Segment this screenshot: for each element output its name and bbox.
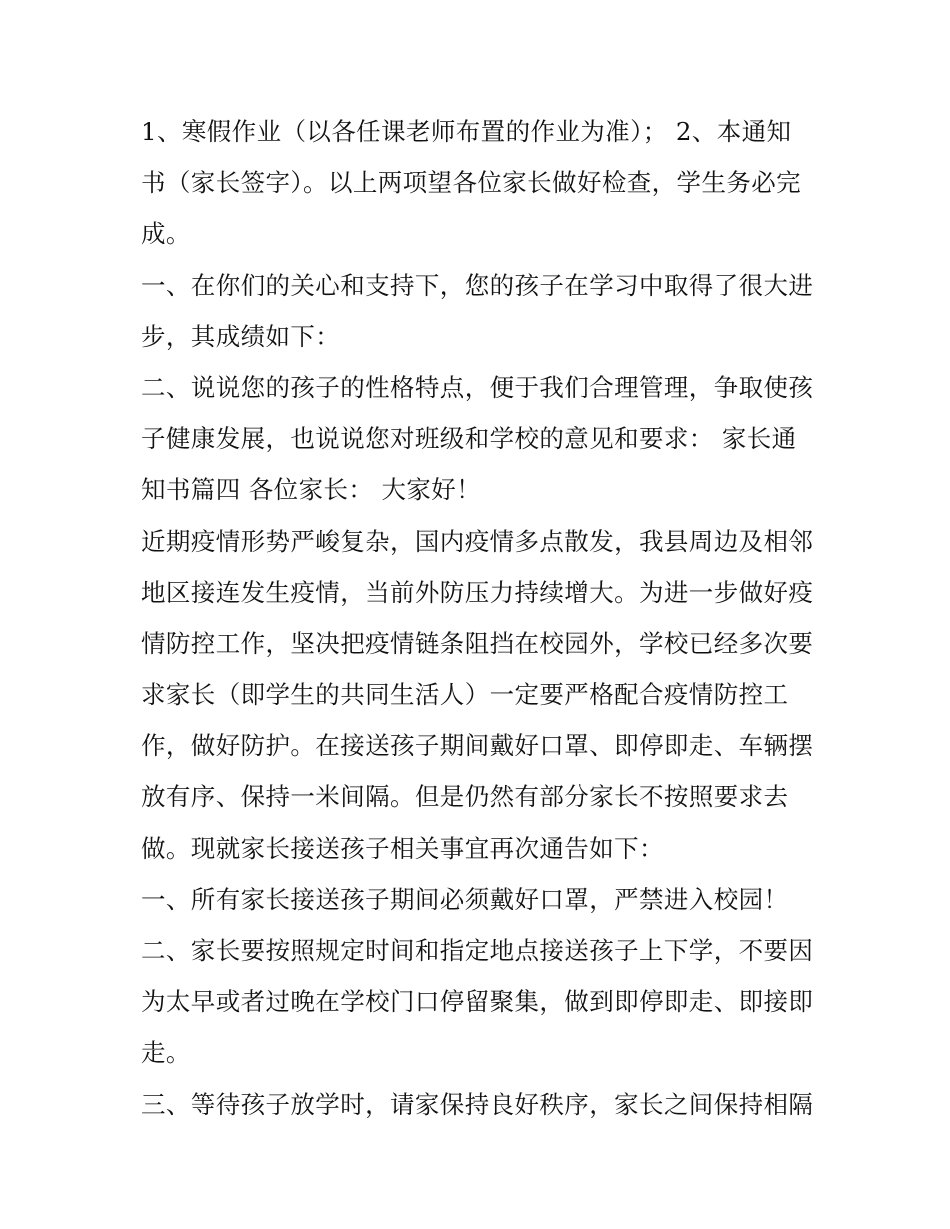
text-line: 一、所有家长接送孩子期间必须戴好口罩，严禁进入校园！ [141, 884, 789, 914]
text-line: 近期疫情形势严峻复杂，国内疫情多点散发，我县周边及相邻 [141, 526, 814, 556]
text-line: 走。 [141, 1038, 191, 1068]
text-line: 步，其成绩如下： [141, 321, 341, 351]
text-line: 为太早或者过晚在学校门口停留聚集，做到即停即走、即接即 [141, 987, 814, 1017]
text-line: 知书篇四 各位家长： 大家好！ [141, 475, 482, 505]
text-line: 二、说说您的孩子的性格特点，便于我们合理管理，争取使孩 [141, 372, 814, 402]
text-line: 书（家长签字）。以上两项望各位家长做好检查，学生务必完 [141, 168, 802, 198]
text-line: 三、等待孩子放学时，请家保持良好秩序，家长之间保持相隔 [141, 1089, 814, 1119]
text-line: 子健康发展，也说说您对班级和学校的意见和要求： 家长通 [141, 424, 797, 454]
text-line: 求家长（即学生的共同生活人）一定要严格配合疫情防控工 [141, 680, 789, 710]
text-line: 地区接连发生疫情，当前外防压力持续增大。为进一步做好疫 [141, 577, 814, 607]
text-line: 1、寒假作业（以各任课老师布置的作业为准）； 2、本通知 [141, 117, 792, 146]
text-line: 二、家长要按照规定时间和指定地点接送孩子上下学，不要因 [141, 936, 814, 965]
text-line: 做。现就家长接送孩子相关事宜再次通告如下： [141, 833, 664, 863]
document-body [141, 106, 821, 1130]
text-line: 放有序、保持一米间隔。但是仍然有部分家长不按照要求去 [141, 782, 789, 812]
text-line: 一、在你们的关心和支持下，您的孩子在学习中取得了很大进 [141, 270, 814, 300]
text-line: 作，做好防护。在接送孩子期间戴好口罩、即停即走、车辆摆 [141, 731, 814, 761]
text-line: 成。 [141, 219, 191, 249]
text-line: 情防控工作，坚决把疫情链条阻挡在校园外，学校已经多次要 [141, 628, 814, 658]
